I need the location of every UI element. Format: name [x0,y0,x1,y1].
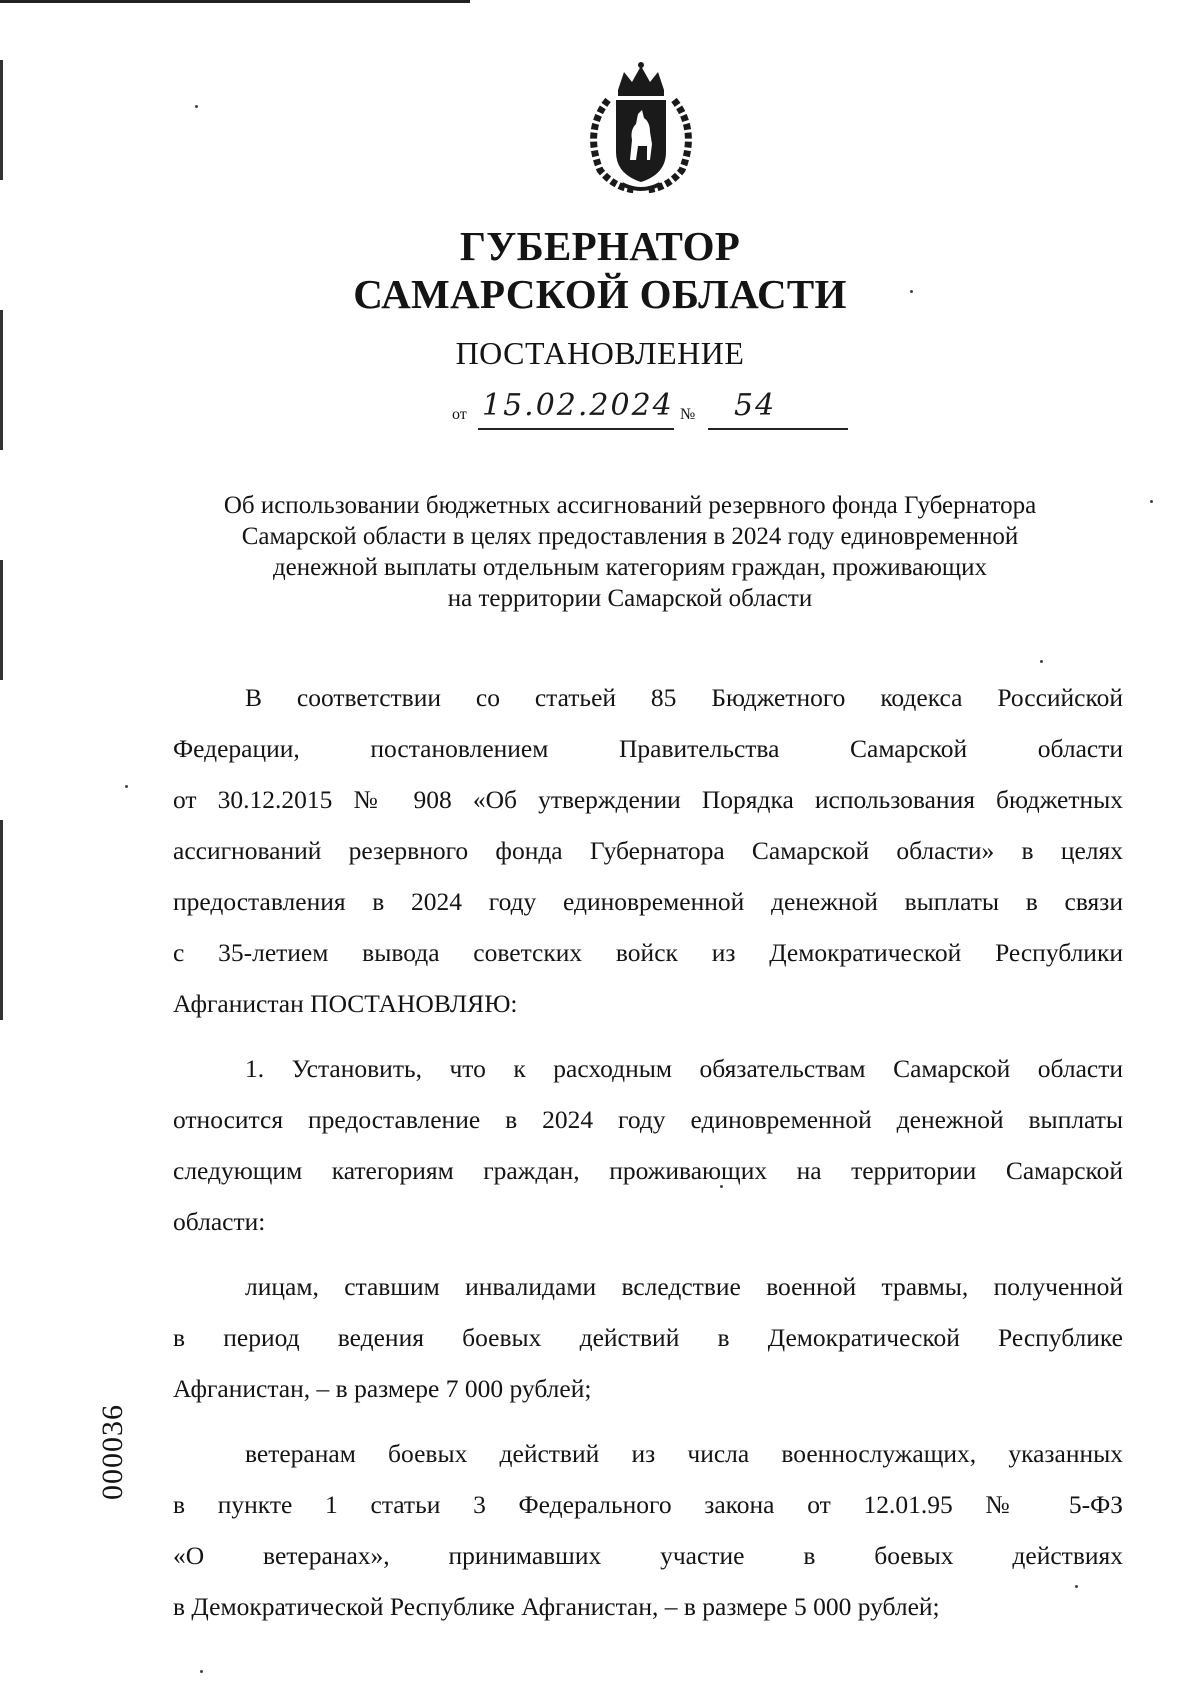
subject-line: на территории Самарской области [447,585,813,612]
text-line: ветеранам боевых действий из числа военнослужащих, указанных [245,1439,1123,1468]
paragraph-category-veterans [173,1428,1123,1632]
text-line: Афганистан ПОСТАНОВЛЯЮ: [173,989,518,1018]
issuer-title-line-2: САМАРСКОЙ ОБЛАСТИ [353,271,847,317]
subject-line: денежной выплаты отдельным категориям граждан, проживающих [272,554,988,581]
text-line: Федерации, постановлением Правительства Самарской области [173,734,1123,763]
text-line: относится предоставление в 2024 году единовременной денежной выплаты [173,1105,1123,1134]
text-line: следующим категориям граждан, проживающих на территории Самарской [173,1156,1123,1185]
document-body [173,672,1123,1632]
text-line: в пункте 1 статьи 3 Федерального закона от 12.01.95 № 5-ФЗ [173,1490,1123,1519]
date-number-line [452,388,852,432]
text-line: 1. Установить, что к расходным обязательствам Самарской области [245,1054,1123,1083]
scan-artifact-left-edge [0,60,3,180]
paragraph-preamble [173,672,1123,1029]
date-from-label: от [452,406,467,423]
handwritten-date: 15.02.2024 [482,388,674,423]
subject-line: Об использовании бюджетных ассигнований резервного фонда Губернатора [223,492,1037,519]
text-line: в период ведения боевых действий в Демократической Республике [173,1323,1123,1352]
archive-number-stamp: 000036 [96,1404,129,1500]
document-type: ПОСТАНОВЛЕНИЕ [455,335,745,371]
scan-speck [1040,660,1043,663]
subject-line: Самарской области в целях предоставления в 2024 году единовременной [241,523,1019,550]
scan-artifact-left-edge [0,560,3,680]
text-line: лицам, ставшим инвалидами вследствие военной травмы, полученной [245,1272,1123,1301]
number-label: № [680,406,696,423]
date-underline [478,428,674,430]
scan-speck [195,105,198,108]
text-line: Афганистан, – в размере 7 000 рублей; [173,1374,592,1403]
issuer-title [0,222,1200,318]
scan-speck [125,785,128,788]
text-line: В соответствии со статьей 85 Бюджетного кодекса Российской [245,683,1123,712]
paragraph-clause-1 [173,1043,1123,1247]
scan-artifact-top-line [0,0,470,3]
text-line: с 35-летием вывода советских войск из Демократической Республики [173,938,1123,967]
document-subject [150,490,1110,614]
scan-speck [1150,500,1153,503]
scan-artifact-left-edge [0,820,3,1020]
text-line: в Демократической Республике Афганистан, – в размере 5 000 рублей; [173,1592,940,1621]
samara-coat-of-arms-icon [578,60,704,196]
text-line: от 30.12.2015 № 908 «Об утверждении Порядка использования бюджетных [173,785,1123,814]
text-line: ассигнований резервного фонда Губернатора Самарской области» в целях [173,836,1123,865]
paragraph-category-invalids [173,1261,1123,1414]
text-line: «О ветеранах», принимавших участие в боевых действиях [173,1541,1123,1570]
scan-speck [200,1670,203,1673]
issuer-title-line-1: ГУБЕРНАТОР [459,223,741,269]
number-underline [708,428,848,430]
scan-artifact-left-edge [0,310,3,450]
text-line: предоставления в 2024 году единовременной денежной выплаты в связи [173,887,1123,916]
handwritten-number: 54 [734,388,777,423]
text-line: области: [173,1207,266,1236]
